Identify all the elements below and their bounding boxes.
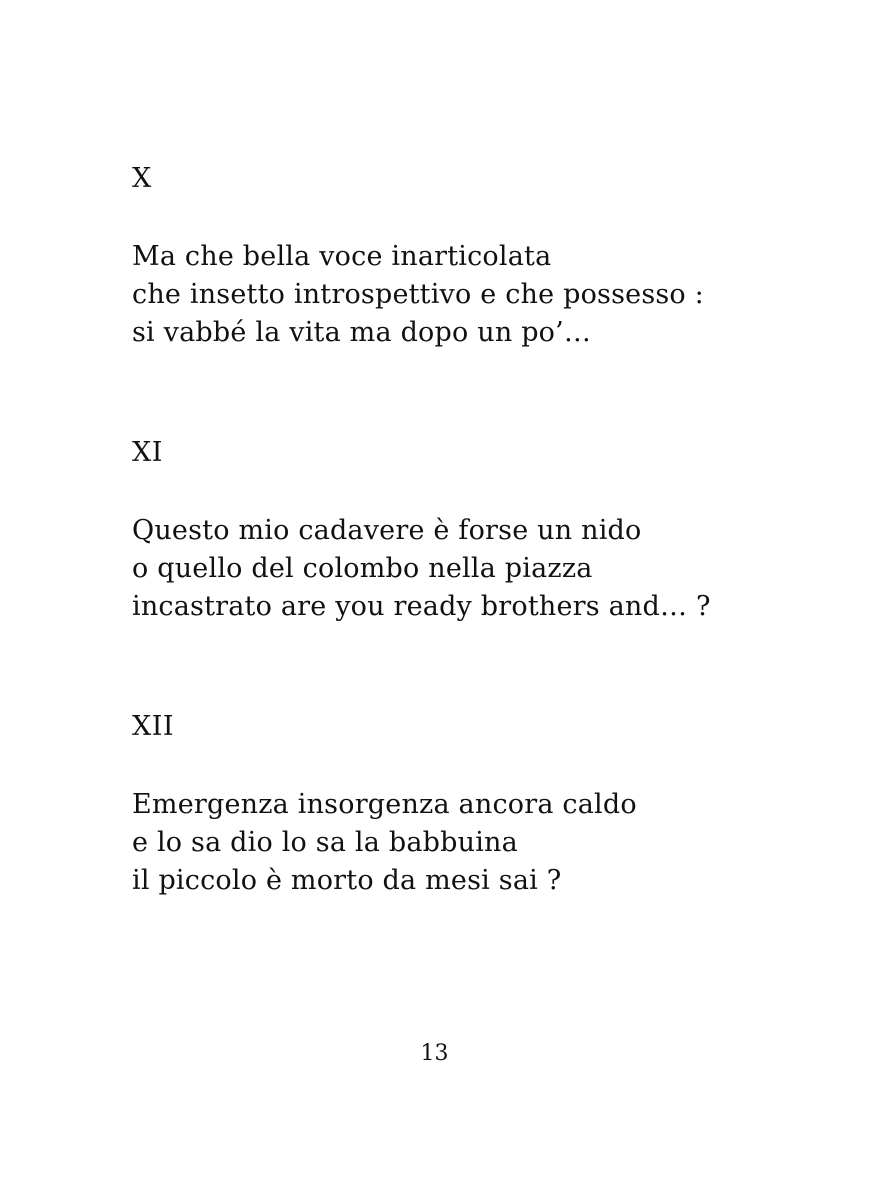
stanza [132,238,832,352]
stanza [132,786,832,900]
verse-line: Questo mio cadavere è forse un nido [132,515,642,546]
verse-line: Emergenza insorgenza ancora caldo [132,789,637,820]
verse-line: incastrato are you ready brothers and… ? [132,591,711,622]
verse-line: e lo sa dio lo sa la babbuina [132,827,518,858]
page-number: 13 [420,1041,449,1066]
verse-line: si vabbé la vita ma dopo un po’… [132,317,592,348]
verse-line: il piccolo è morto da mesi sai ? [132,865,562,896]
stanza [132,512,832,626]
verse-line: o quello del colombo nella piazza [132,553,593,584]
stanza-number: XI [132,437,163,468]
stanza-number: X [132,163,152,194]
verse-line: che insetto introspettivo e che possesso : [132,279,704,310]
stanza-number: XII [132,711,175,742]
verse-line: Ma che bella voce inarticolata [132,241,552,272]
